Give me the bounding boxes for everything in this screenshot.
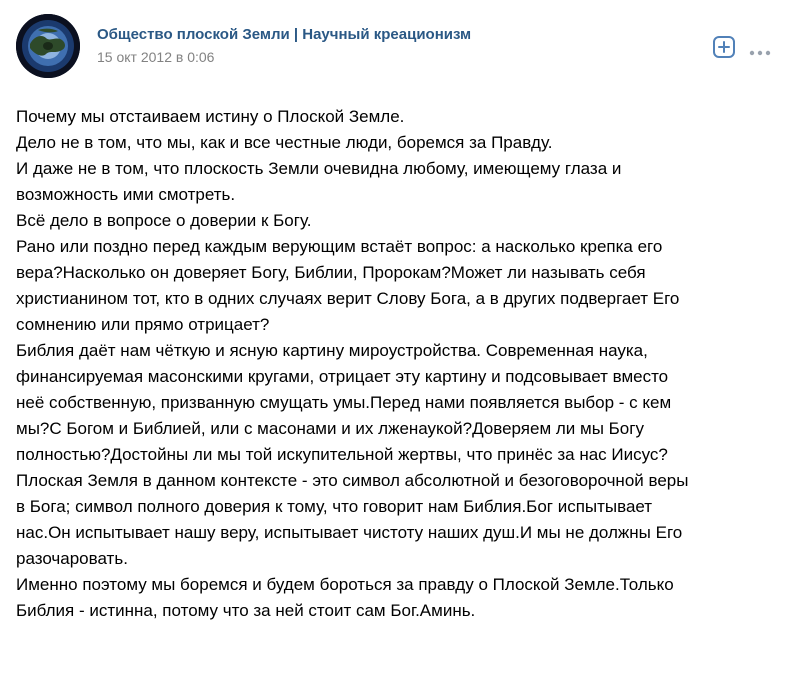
post-header: [16, 14, 779, 80]
post-date[interactable]: 15 окт 2012 в 0:06: [97, 49, 215, 65]
community-avatar[interactable]: [16, 14, 80, 78]
post-text-line: Библия - истинна, потому что за ней стоит сам Бог.Аминь.: [16, 601, 476, 620]
post-text-line: возможность ими смотреть.: [16, 185, 236, 204]
post-text-line: Плоская Земля в данном контексте - это символ абсолютной и безоговорочной веры: [16, 471, 689, 490]
post-text-line: Библия даёт нам чёткую и ясную картину мироустройства. Современная наука,: [16, 341, 648, 360]
post-text-line: разочаровать.: [16, 549, 128, 568]
post-text-line: христианином тот, кто в одних случаях верит Слову Бога, а в других подвергает Его: [16, 289, 680, 308]
post-text-line: нас.Он испытывает нашу веру, испытывает чистоту наших душ.И мы не должны Его: [16, 523, 683, 542]
post-text-line: И даже не в том, что плоскость Земли очевидна любому, имеющему глаза и: [16, 159, 622, 178]
post-text-line: Рано или поздно перед каждым верующим встаёт вопрос: а насколько крепка его: [16, 237, 663, 256]
post-text-line: полностью?Достойны ли мы той искупительной жертвы, что принёс за нас Иисус?: [16, 445, 668, 464]
plus-square-icon: [713, 36, 735, 58]
post-text-line: вера?Насколько он доверяет Богу, Библии, Пророкам?Может ли называть себя: [16, 263, 646, 282]
post-text-line: Дело не в том, что мы, как и все честные люди, боремся за Правду.: [16, 133, 553, 152]
post-text-line: Почему мы отстаиваем истину о Плоской Земле.: [16, 107, 405, 126]
post-text-line: сомнению или прямо отрицает?: [16, 315, 270, 334]
post-meta: [97, 26, 471, 66]
subscribe-button[interactable]: [713, 36, 735, 58]
post-text-line: в Бога; символ полного доверия к тому, что говорит нам Библия.Бог испытывает: [16, 497, 653, 516]
post-text-line: мы?С Богом и Библией, или с масонами и их лженаукой?Доверяем ли мы Богу: [16, 419, 644, 438]
post-text-line: Именно поэтому мы боремся и будем бороться за правду о Плоской Земле.Только: [16, 575, 674, 594]
more-actions-button[interactable]: [749, 44, 771, 52]
post-text: [16, 104, 781, 624]
post-text-line: Всё дело в вопросе о доверии к Богу.: [16, 211, 312, 230]
more-dots-icon: [749, 49, 771, 57]
flat-earth-map-icon: [16, 14, 80, 78]
community-name-link[interactable]: Общество плоской Земли | Научный креационизм: [97, 26, 472, 43]
post-text-line: финансируемая масонскими кругами, отрицает эту картину и подсовывает вместо: [16, 367, 669, 386]
post-text-line: неё собственную, призванную смущать умы.Перед нами появляется выбор - с кем: [16, 393, 672, 412]
